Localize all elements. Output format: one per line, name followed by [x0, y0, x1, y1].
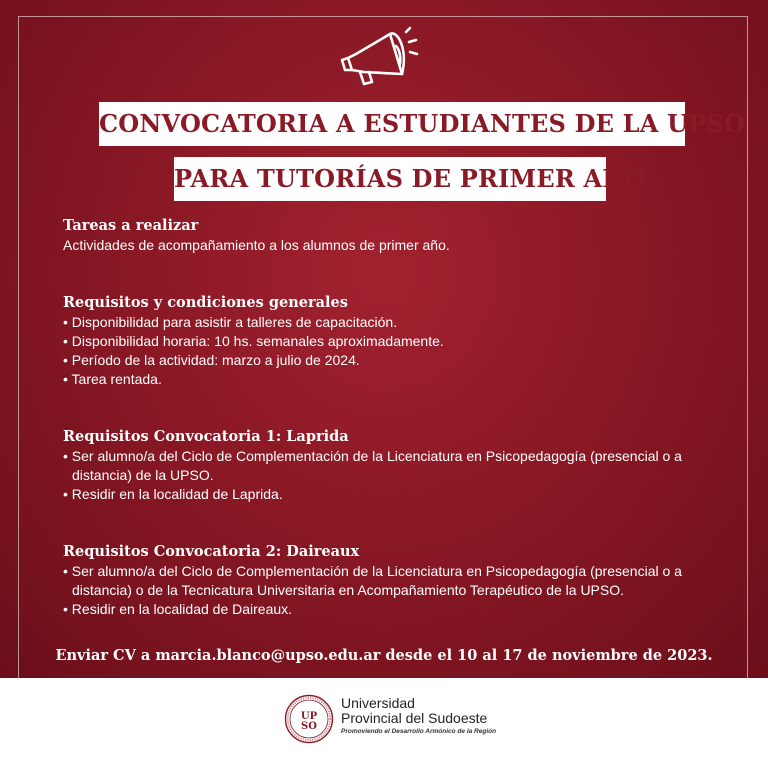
list-item: • Período de la actividad: marzo a julio de 2024.	[63, 351, 743, 370]
section-convocatoria-daireaux	[63, 542, 743, 619]
university-tagline: Promoviendo el Desarrollo Armónico de la Región	[341, 728, 497, 735]
section-text: Actividades de acompañamiento a los alumnos de primer año.	[63, 237, 450, 253]
university-name-line-1: Universidad	[341, 695, 415, 711]
svg-text:SO: SO	[301, 721, 317, 732]
section-heading: Requisitos Convocatoria 2: Daireaux	[63, 543, 360, 560]
requirements-list	[63, 447, 743, 504]
requirements-list	[63, 313, 743, 389]
svg-text:UP: UP	[300, 711, 318, 722]
section-tareas	[63, 216, 743, 255]
section-heading: Requisitos Convocatoria 1: Laprida	[63, 428, 349, 445]
footer	[0, 678, 768, 768]
list-item: • Residir en la localidad de Daireaux.	[63, 600, 743, 619]
title-line-1: CONVOCATORIA A ESTUDIANTES DE LA UPSO	[99, 102, 685, 146]
section-requisitos-generales	[63, 293, 743, 389]
university-name	[341, 696, 487, 726]
requirements-list	[63, 562, 743, 619]
list-item: • Disponibilidad para asistir a talleres de capacitación.	[63, 313, 743, 332]
title-line-2: PARA TUTORÍAS DE PRIMER AÑO	[174, 157, 606, 201]
content	[63, 216, 743, 657]
list-item: • Ser alumno/a del Ciclo de Complementación de la Licenciatura en Psicopedagogía (presencial o a distancia) de la UPSO.	[63, 447, 743, 485]
list-item: • Residir en la localidad de Laprida.	[63, 485, 743, 504]
list-item: • Disponibilidad horaria: 10 hs. semanales aproximadamente.	[63, 332, 743, 351]
list-item: • Tarea rentada.	[63, 370, 743, 389]
send-cv-instruction: Enviar CV a marcia.blanco@upso.edu.ar desde el 10 al 17 de noviembre de 2023.	[55, 647, 713, 664]
list-item: • Ser alumno/a del Ciclo de Complementación de la Licenciatura en Psicopedagogía (presencial o a distancia) o de la Tecnicatura Universitaria en Acompañamiento Terapéutico de la UPSO.	[63, 562, 743, 600]
university-name-line-2: Provincial del Sudoeste	[341, 710, 488, 726]
section-heading: Tareas a realizar	[63, 217, 199, 234]
university-seal-logo	[284, 694, 334, 744]
section-convocatoria-laprida	[63, 427, 743, 504]
megaphone-icon	[334, 24, 424, 90]
section-heading: Requisitos y condiciones generales	[63, 294, 348, 311]
